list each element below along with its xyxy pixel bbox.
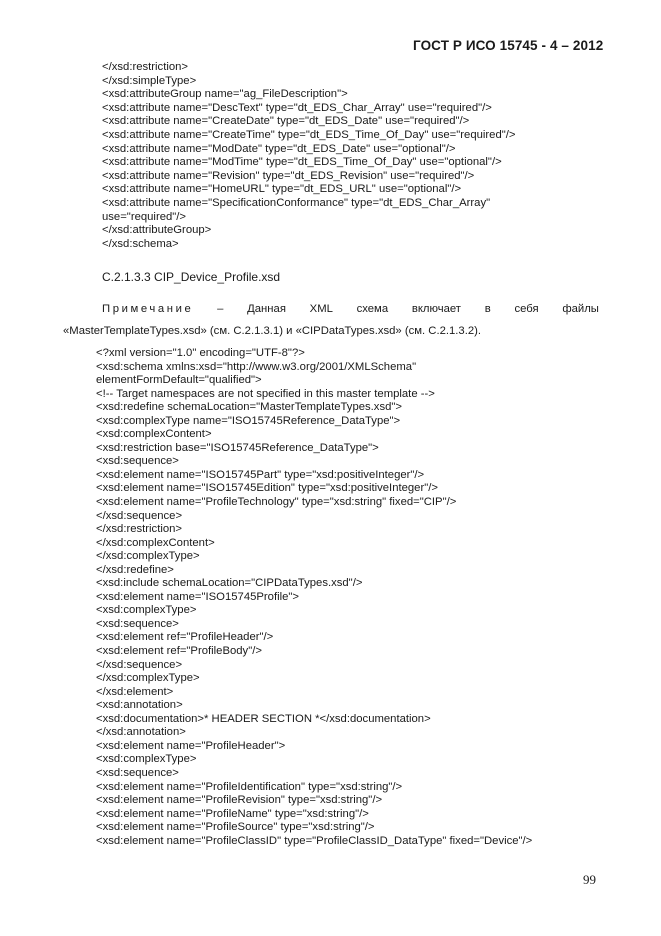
code-line: </xsd:sequence> xyxy=(96,658,183,671)
code-line: <xsd:complexType name="ISO15745Reference_DataType"> xyxy=(96,414,401,427)
code-line: <xsd:attribute name="ModTime" type="dt_EDS_Time_Of_Day" use="optional"/> xyxy=(102,156,502,169)
code-line: <xsd:redefine schemaLocation="MasterTemplateTypes.xsd"> xyxy=(96,401,402,414)
code-line: <xsd:element name="ISO15745Part" type="xsd:positiveInteger"/> xyxy=(96,468,425,481)
code-line: </xsd:element> xyxy=(96,685,174,698)
note-word: схема xyxy=(356,303,389,315)
code-line: </xsd:attributeGroup> xyxy=(102,224,212,237)
code-line: <xsd:sequence> xyxy=(96,766,179,779)
code-line: <xsd:element name="ProfileRevision" type="xsd:string"/> xyxy=(96,794,383,807)
code-line: <xsd:element name="ProfileIdentification" type="xsd:string"/> xyxy=(96,780,403,793)
code-line: <xsd:attribute name="CreateTime" type="dt_EDS_Time_Of_Day" use="required"/> xyxy=(102,128,516,141)
code-line: <xsd:attribute name="CreateDate" type="dt_EDS_Date" use="required"/> xyxy=(102,115,470,128)
code-line: <xsd:attribute name="HomeURL" type="dt_EDS_URL" use="optional"/> xyxy=(102,183,462,196)
note-word: включает xyxy=(411,303,461,315)
code-line: <xsd:sequence> xyxy=(96,455,179,468)
code-line: </xsd:schema> xyxy=(102,237,179,250)
note-line-2: «MasterTemplateTypes.xsd» (см. C.2.1.3.1) и «CIPDataTypes.xsd» (см. C.2.1.3.2). xyxy=(63,325,482,337)
code-line: <xsd:attributeGroup name="ag_FileDescription"> xyxy=(102,88,348,101)
code-line: <xsd:element ref="ProfileHeader"/> xyxy=(96,631,274,644)
code-line: <xsd:documentation>* HEADER SECTION *</xsd:documentation> xyxy=(96,712,431,725)
code-line: </xsd:complexType> xyxy=(96,672,200,685)
section-heading: C.2.1.3.3 CIP_Device_Profile.xsd xyxy=(102,270,281,284)
code-line: <xsd:restriction base="ISO15745Reference_DataType"> xyxy=(96,441,379,454)
code-line: <xsd:attribute name="Revision" type="dt_EDS_Revision" use="required"/> xyxy=(102,169,475,182)
code-line: elementFormDefault="qualified"> xyxy=(96,374,262,387)
code-line: <xsd:element name="ISO15745Edition" type="xsd:positiveInteger"/> xyxy=(96,482,438,495)
code-line: </xsd:complexType> xyxy=(96,550,200,563)
code-line: <xsd:schema xmlns:xsd="http://www.w3.org/2001/XMLSchema" xyxy=(96,360,417,373)
note-word: в xyxy=(484,303,491,315)
code-line: <xsd:element ref="ProfileBody"/> xyxy=(96,645,262,658)
note-word: XML xyxy=(309,303,333,315)
code-line: <xsd:complexType> xyxy=(96,753,197,766)
code-line: use="required"/> xyxy=(102,210,187,223)
note-word: Данная xyxy=(247,303,286,315)
code-line: <!-- Target namespaces are not specified in this master template --> xyxy=(96,387,435,400)
code-line: <xsd:include schemaLocation="CIPDataTypes.xsd"/> xyxy=(96,577,363,590)
code-line: </xsd:sequence> xyxy=(96,509,183,522)
code-line: <xsd:element name="ProfileTechnology" type="xsd:string" fixed="CIP"/> xyxy=(96,496,457,509)
code-line: <xsd:attribute name="DescText" type="dt_EDS_Char_Array" use="required"/> xyxy=(102,101,492,114)
code-line: <xsd:element name="ProfileHeader"> xyxy=(96,739,286,752)
code-line: <xsd:complexType> xyxy=(96,604,197,617)
code-line: <xsd:element name="ProfileName" type="xsd:string"/> xyxy=(96,807,369,820)
note-line-1 xyxy=(102,303,599,315)
code-line: <xsd:element name="ProfileSource" type="xsd:string"/> xyxy=(96,821,375,834)
code-line: <xsd:attribute name="ModDate" type="dt_EDS_Date" use="optional"/> xyxy=(102,142,456,155)
note-label: Примечание xyxy=(102,303,194,315)
note-word: файлы xyxy=(562,303,599,315)
code-line: <?xml version="1.0" encoding="UTF-8"?> xyxy=(96,347,305,359)
code-block-2 xyxy=(96,347,532,848)
code-line: <xsd:attribute name="SpecificationConformance" type="dt_EDS_Char_Array" xyxy=(102,196,491,209)
page-number: 99 xyxy=(583,872,596,887)
document-header: ГОСТ Р ИСО 15745 - 4 – 2012 xyxy=(413,38,604,53)
note-word: себя xyxy=(514,303,539,315)
code-line: <xsd:sequence> xyxy=(96,617,179,630)
code-line: <xsd:element name="ProfileClassID" type="ProfileClassID_DataType" fixed="Device"/> xyxy=(96,834,533,847)
code-line: </xsd:redefine> xyxy=(96,563,174,576)
code-line: </xsd:complexContent> xyxy=(96,536,215,549)
code-line: <xsd:annotation> xyxy=(96,699,183,712)
code-block-1 xyxy=(102,61,515,251)
code-line: </xsd:simpleType> xyxy=(102,74,197,87)
code-line: </xsd:annotation> xyxy=(96,726,186,739)
code-line: <xsd:element name="ISO15745Profile"> xyxy=(96,590,300,603)
code-line: </xsd:restriction> xyxy=(102,61,189,73)
code-line: <xsd:complexContent> xyxy=(96,428,212,441)
code-line: </xsd:restriction> xyxy=(96,523,183,536)
note-word: – xyxy=(217,303,224,315)
